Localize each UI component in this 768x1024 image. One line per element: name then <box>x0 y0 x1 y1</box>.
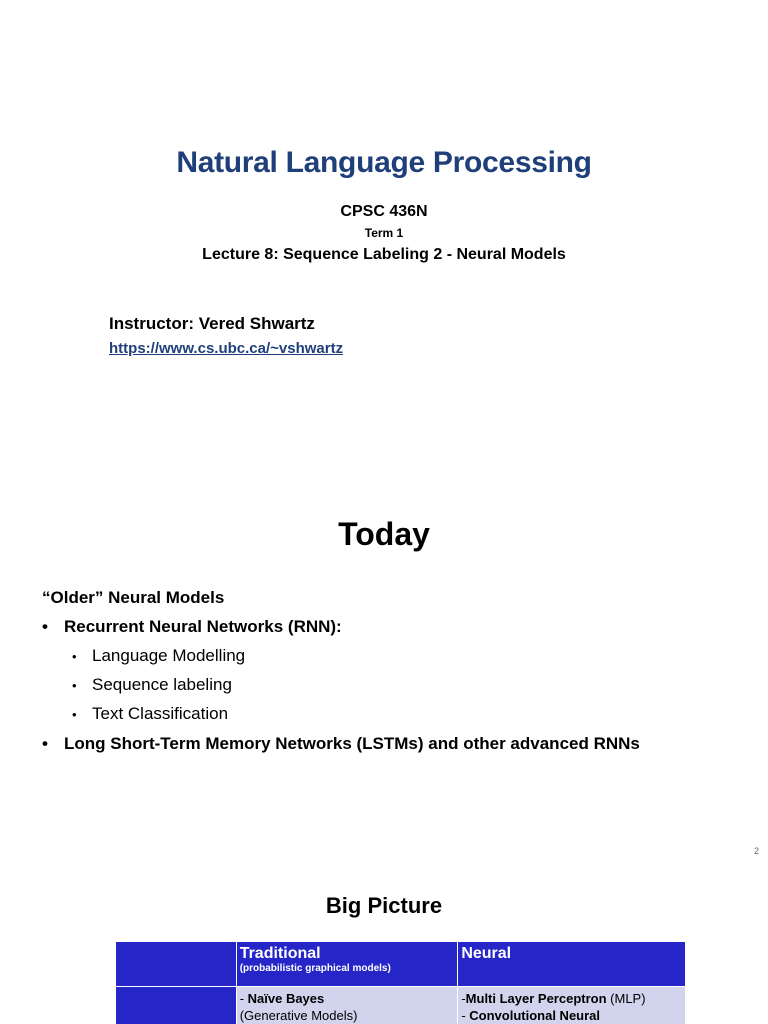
list-item-text: Long Short-Term Memory Networks (LSTMs) and other advanced RNNs <box>64 734 640 753</box>
bullet-icon: • <box>42 734 48 753</box>
course-code: CPSC 436N <box>340 203 428 220</box>
instructor-name: Instructor: Vered Shwartz <box>109 314 315 333</box>
bullet-icon: • <box>72 678 77 693</box>
cell-text: (MLP) <box>606 991 646 1006</box>
big-picture-slide <box>0 870 768 1024</box>
comparison-table <box>115 941 686 1024</box>
list-item-text: Sequence labeling <box>92 675 232 694</box>
cell-dash: - <box>461 1008 470 1023</box>
list-item <box>72 675 232 695</box>
table-header-neural <box>458 942 686 987</box>
bullet-icon: • <box>42 617 48 636</box>
title-slide <box>0 0 768 460</box>
cell-bold: Naïve Bayes <box>247 991 325 1006</box>
table-row-label <box>116 987 237 1024</box>
slide-title: Natural Language Processing <box>176 146 592 179</box>
bullet-icon: • <box>72 707 77 722</box>
cell-bold: Multi Layer Perceptron <box>465 991 607 1006</box>
list-item-text: Recurrent Neural Networks (RNN): <box>64 617 342 636</box>
table-header-row <box>116 942 686 987</box>
list-item-text: Text Classification <box>92 704 229 723</box>
header-title: Neural <box>461 945 512 962</box>
section-heading: “Older” Neural Models <box>42 588 225 607</box>
table-header-cell-empty <box>116 942 237 987</box>
cell-bold: Convolutional Neural <box>469 1008 601 1023</box>
header-title: Traditional <box>239 945 321 962</box>
instructor-link[interactable]: https://www.cs.ubc.ca/~vshwartz <box>109 340 344 357</box>
slide-title: Today <box>338 516 430 552</box>
bullet-icon: • <box>72 649 77 664</box>
table-row <box>116 987 686 1024</box>
header-subtitle: (probabilistic graphical models) <box>239 963 391 974</box>
cell-dash: - <box>461 991 466 1006</box>
page-number: 2 <box>754 846 760 856</box>
slide-title: Big Picture <box>325 893 443 918</box>
list-item <box>72 704 228 724</box>
list-item <box>42 734 640 754</box>
cell-dash: - <box>239 991 248 1006</box>
lecture-title: Lecture 8: Sequence Labeling 2 - Neural Models <box>202 246 566 263</box>
list-item <box>42 617 342 637</box>
table-cell-neural <box>458 987 686 1024</box>
list-item <box>72 646 245 666</box>
today-slide <box>0 460 768 870</box>
table-cell-traditional <box>236 987 458 1024</box>
term-label: Term 1 <box>364 226 404 240</box>
list-item-text: Language Modelling <box>92 646 246 665</box>
cell-note: (Generative Models) <box>239 1008 358 1023</box>
table-header-traditional <box>236 942 458 987</box>
